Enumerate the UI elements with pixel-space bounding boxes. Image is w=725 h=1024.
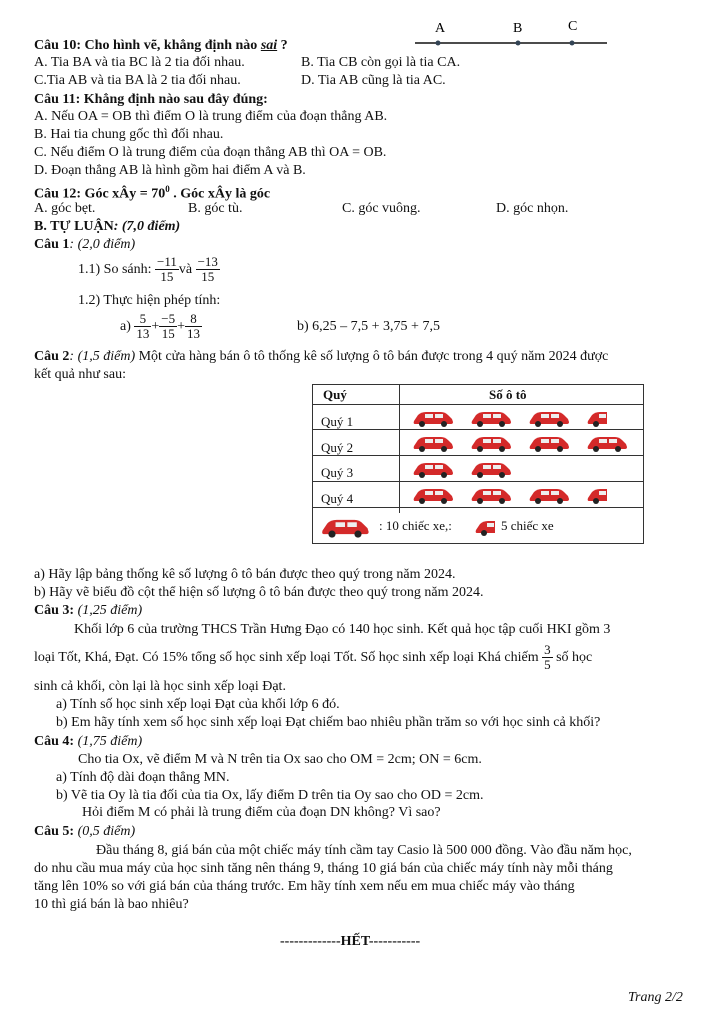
c2-a: a) Hãy lập bảng thống kê số lượng ô tô bán được theo quý trong năm 2024. — [34, 567, 456, 582]
q11-b: B. Hai tia chung gốc thì đối nhau. — [34, 127, 224, 142]
label-c: C — [568, 19, 578, 34]
q12-c: C. góc vuông. — [342, 201, 421, 216]
point-b — [516, 41, 521, 46]
q10-c: C.Tia AB và tia BA là 2 tia đối nhau. — [34, 73, 241, 88]
page-number: Trang 2/2 — [628, 990, 683, 1005]
c2-title: Câu 2: (1,5 điểm) Một cửa hàng bán ô tô thống kê số lượng ô tô bán được trong 4 quý năm 2024 được — [34, 349, 609, 364]
pictograph-row-label: Quý 2 — [321, 440, 354, 455]
q12-title: Câu 12: Góc xÂy = $70^0$ . Góc xÂy là góc — [34, 184, 271, 202]
label-b: B — [513, 21, 523, 36]
c3-title: Câu 3: (1,25 điểm) — [34, 603, 143, 618]
q12-a: A. góc bẹt. — [34, 201, 96, 216]
car-full-icon — [585, 434, 629, 452]
car-full-icon — [469, 460, 513, 478]
c3-b: b) Em hãy tính xem số học sinh xếp loại Đạt chiếm bao nhiêu phần trăm so với học sinh cả khối? — [56, 715, 601, 730]
q10-a: A. Tia BA và tia BC là 2 tia đối nhau. — [34, 55, 245, 70]
c4-title: Câu 4: (1,75 điểm) — [34, 734, 143, 749]
car-half-icon — [585, 409, 607, 427]
legend-full-text: : 10 chiếc xe,: — [379, 518, 452, 533]
fraction-3-5: $\frac{3}{5}$ — [544, 642, 551, 673]
c1-title: Câu 1: (2,0 điểm) — [34, 237, 136, 252]
legend-car-half-icon — [473, 516, 495, 538]
c4-b: b) Vẽ tia Oy là tia đối của tia Ox, lấy điểm D trên tia Oy sao cho OD = 2cm. — [56, 788, 484, 803]
fraction-1: $\frac{-11}{15}$ — [157, 254, 177, 285]
c3-l3: sinh cả khối, còn lại là học sinh xếp loại Đạt. — [34, 679, 286, 694]
car-full-icon — [527, 409, 571, 427]
pictograph-table — [312, 384, 644, 544]
c4-l1: Cho tia Ox, vẽ điểm M và N trên tia Ox sao cho OM = 2cm; ON = 6cm. — [78, 752, 482, 767]
label-a: A — [435, 21, 446, 36]
q12-b: B. góc tù. — [188, 201, 243, 216]
fraction-2: $\frac{-13}{15}$ — [197, 254, 218, 285]
c1-calc-b: b) 6,25 – 7,5 + 3,75 + 7,5 — [297, 319, 440, 334]
c5-l3: tăng lên 10% so với giá bán của tháng trước. Em hãy tính xem nếu em mua chiếc máy vào tháng — [34, 879, 575, 894]
pictograph-col2: Số ô tô — [489, 387, 527, 402]
car-full-icon — [411, 486, 455, 504]
q11-title: Câu 11: Khẳng định nào sau đây đúng: — [34, 92, 268, 107]
c4-b2: Hỏi điểm M có phải là trung điểm của đoạn DN không? Vì sao? — [82, 805, 441, 820]
car-full-icon — [411, 460, 455, 478]
c1-compare: 1.1) So sánh: $\frac{-11}{15}$ và $\frac{-13}{15}$ — [78, 254, 218, 285]
point-a — [436, 41, 441, 46]
c3-a: a) Tính số học sinh xếp loại Đạt của khối lớp 6 đó. — [56, 697, 340, 712]
legend-half-text: 5 chiếc xe — [501, 518, 554, 533]
c3-l2: loại Tốt, Khá, Đạt. Có 15% tổng số học sinh xếp loại Tốt. Số học sinh xếp loại Khá chiếm $\frac{3}{5}$ số học — [34, 642, 593, 673]
car-full-icon — [411, 434, 455, 452]
c5-l1: Đầu tháng 8, giá bán của một chiếc máy tính cầm tay Casio là 500 000 đồng. Vào đầu năm học, — [96, 843, 632, 858]
q10-d: D. Tia AB cũng là tia AC. — [301, 73, 446, 88]
part-b-title: B. TỰ LUẬN: (7,0 điểm) — [34, 219, 181, 234]
q11-d: D. Đoạn thẳng AB là hình gồm hai điểm A và B. — [34, 163, 306, 178]
legend-car-full-icon — [319, 516, 371, 538]
pictograph-row-label: Quý 4 — [321, 491, 354, 506]
c1-calc-a: a) $\frac{5}{13}$ + $\frac{-5}{15}$ + $\frac{8}{13}$ — [120, 311, 201, 342]
car-full-icon — [411, 409, 455, 427]
q11-a: A. Nếu OA = OB thì điểm O là trung điểm của đoạn thẳng AB. — [34, 109, 388, 124]
points-line-figure — [405, 12, 615, 52]
c5-title: Câu 5: (0,5 điểm) — [34, 824, 136, 839]
pictograph-col1: Quý — [323, 387, 347, 402]
car-full-icon — [469, 486, 513, 504]
c1-calc-title: 1.2) Thực hiện phép tính: — [78, 293, 221, 308]
c5-l2: do nhu cầu mua máy của học sinh tăng nên tháng 9, tháng 10 giá bán của chiếc máy tính này mỗi tháng — [34, 861, 613, 876]
q10-b: B. Tia CB còn gọi là tia CA. — [301, 55, 461, 70]
c2-text2: kết quả như sau: — [34, 367, 126, 382]
q12-d: D. góc nhọn. — [496, 201, 569, 216]
car-full-icon — [469, 409, 513, 427]
car-full-icon — [527, 486, 571, 504]
pictograph-row-label: Quý 3 — [321, 465, 354, 480]
car-full-icon — [527, 434, 571, 452]
c3-l1: Khối lớp 6 của trường THCS Trần Hưng Đạo có 140 học sinh. Kết quả học tập cuối HKI gồm 3 — [74, 622, 611, 637]
q10-title: Câu 10: Cho hình vẽ, khẳng định nào sai ? — [34, 38, 288, 53]
point-c — [570, 41, 575, 46]
c4-a: a) Tính độ dài đoạn thẳng MN. — [56, 770, 230, 785]
q11-c: C. Nếu điểm O là trung điểm của đoạn thẳng AB thì OA = OB. — [34, 145, 387, 160]
c5-l4: 10 thì giá bán là bao nhiêu? — [34, 897, 189, 912]
c2-b: b) Hãy vẽ biểu đồ cột thể hiện số lượng ô tô bán được theo quý trong năm 2024. — [34, 585, 484, 600]
car-full-icon — [469, 434, 513, 452]
end-marker: -------------HẾT----------- — [280, 934, 421, 949]
pictograph-row-label: Quý 1 — [321, 414, 354, 429]
car-half-icon — [585, 486, 607, 504]
